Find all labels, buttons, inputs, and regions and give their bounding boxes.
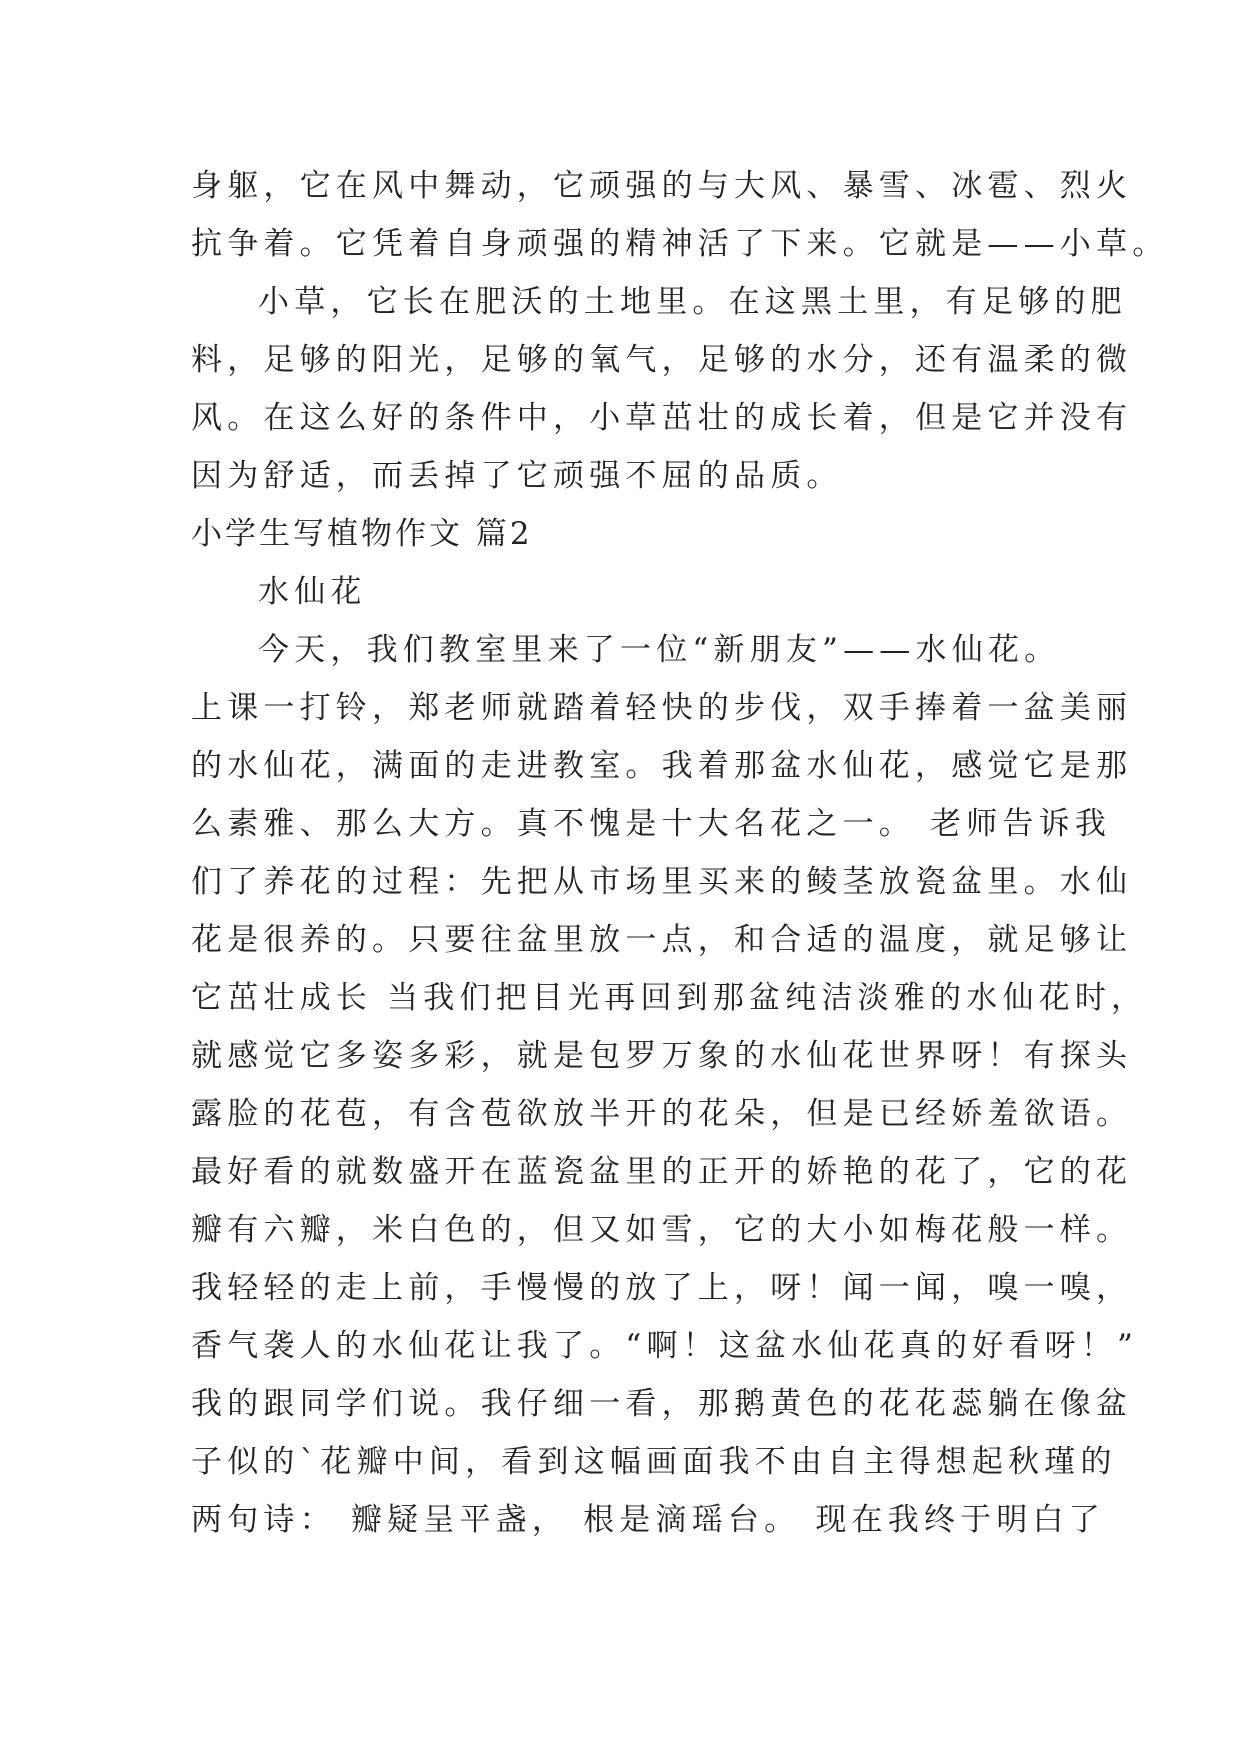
text-line: 露脸的花苞，有含苞欲放半开的花朵，但是已经娇羞欲语。 <box>191 1096 1133 1132</box>
text-line: 我的跟同学们说。我仔细一看，那鹅黄色的花花蕊躺在像盆 <box>191 1386 1133 1422</box>
text-line: 瓣有六瓣，米白色的，但又如雪，它的大小如梅花般一样。 <box>191 1212 1133 1248</box>
text-line: 它茁壮成长 当我们把目光再回到那盆纯洁淡雅的水仙花时， <box>191 980 1148 1016</box>
text-line: 香气袭人的水仙花让我了。“啊！这盆水仙花真的好看呀！” <box>191 1328 1139 1364</box>
text-line: 我轻轻的走上前，手慢慢的放了上，呀！闻一闻，嗅一嗅， <box>191 1270 1133 1306</box>
section-heading: 小学生写植物作文 篇2 <box>191 516 533 552</box>
text-line: 们了养花的过程：先把从市场里买来的鲮茎放瓷盆里。水仙 <box>191 864 1133 900</box>
text-line: 抗争着。它凭着自身顽强的精神活了下来。它就是——小草。 <box>191 226 1169 262</box>
text-line: 两句诗： 瓣疑呈平盏， 根是滴瑶台。 现在我终于明白了 <box>191 1502 1105 1538</box>
text-line: 小草，它长在肥沃的土地里。在这黑土里，有足够的肥 <box>258 284 1127 320</box>
paragraph-2 <box>191 273 1133 505</box>
text-line: 最好看的就数盛开在蓝瓷盆里的正开的娇艳的花了，它的花 <box>191 1154 1133 1190</box>
text-line: 子似的`花瓣中间，看到这幅画面我不由自主得想起秋瑾的 <box>191 1444 1117 1480</box>
document-body <box>191 157 1169 1549</box>
text-line: 今天，我们教室里来了一位“新朋友”——水仙花。 <box>258 632 1061 668</box>
text-line: 花是很养的。只要往盆里放一点，和合适的温度，就足够让 <box>191 922 1133 958</box>
text-line: 身躯，它在风中舞动，它顽强的与大风、暴雪、冰雹、烈火 <box>191 168 1133 204</box>
text-line: 的水仙花，满面的走进教室。我着那盆水仙花，感觉它是那 <box>191 748 1133 784</box>
paragraph-1 <box>191 157 1169 273</box>
text-line: 料，足够的阳光，足够的氧气，足够的水分，还有温柔的微 <box>191 342 1133 378</box>
text-line: 因为舒适，而丢掉了它顽强不屈的品质。 <box>191 458 843 494</box>
paragraph-3 <box>191 621 1148 1549</box>
essay-title: 水仙花 <box>258 574 367 610</box>
text-line: 上课一打铃，郑老师就踏着轻快的步伐，双手捧着一盆美丽 <box>191 690 1133 726</box>
text-line: 风。在这么好的条件中，小草茁壮的成长着，但是它并没有 <box>191 400 1133 436</box>
text-line: 就感觉它多姿多彩，就是包罗万象的水仙花世界呀！有探头 <box>191 1038 1133 1074</box>
text-line: 么素雅、那么大方。真不愧是十大名花之一。 老师告诉我 <box>191 806 1112 842</box>
